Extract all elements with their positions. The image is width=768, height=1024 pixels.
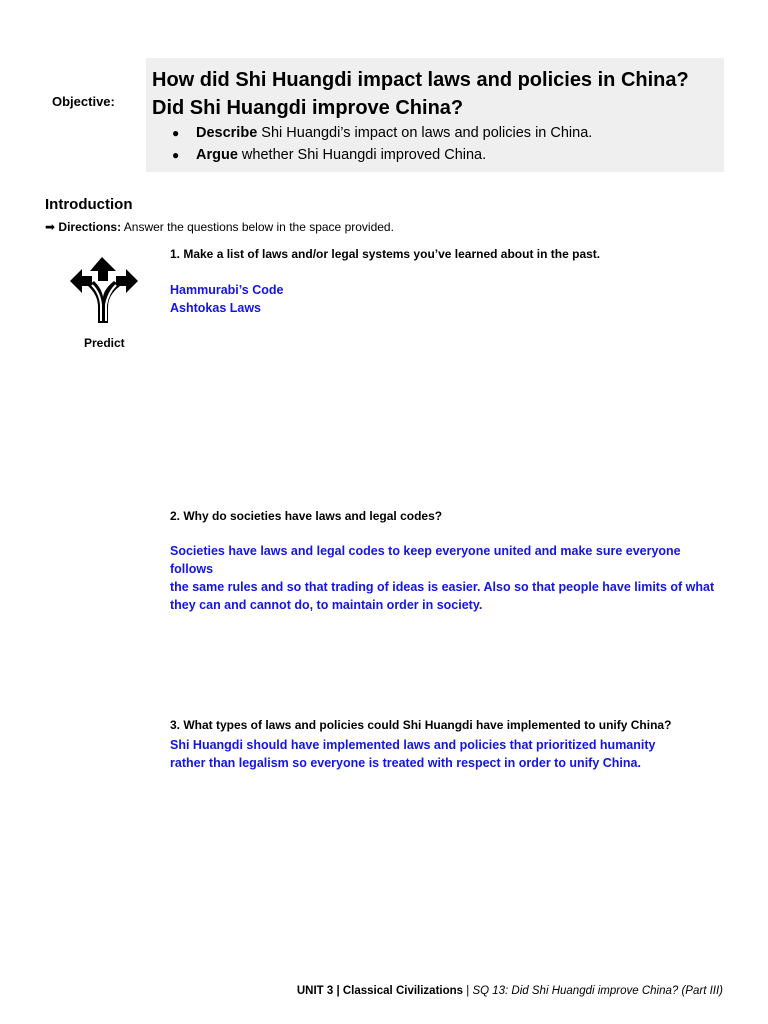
answer-line: Ashtokas Laws (170, 301, 262, 315)
objective-question: How did Shi Huangdi impact laws and policies in China? Did Shi Huangdi improve China? (152, 69, 689, 119)
footer-unit: UNIT 3 (296, 985, 334, 997)
question-1-answer[interactable] (170, 281, 720, 317)
directions-text: Answer the questions below in the space provided. (121, 220, 394, 234)
introduction-heading: Introduction (45, 196, 133, 213)
objective-label: Objective: (52, 94, 115, 109)
question-2-answer[interactable] (170, 542, 720, 614)
arrow-right-icon: ➡ (45, 220, 56, 234)
objective-bullet-describe (172, 122, 592, 144)
crossroads-arrows-icon (68, 255, 140, 325)
question-3-prompt: 3. What types of laws and policies could Shi Huangdi have implemented to unify China? (170, 718, 672, 732)
page-footer (297, 985, 723, 997)
question-1-prompt: 1. Make a list of laws and/or legal systems you’ve learned about in the past. (170, 247, 601, 261)
directions (45, 220, 394, 234)
bullet-icon: ● (172, 126, 180, 140)
predict-label: Predict (84, 336, 125, 350)
objective-box (146, 58, 724, 172)
answer-line: the same rules and so that trading of ideas is easier. Also so that people have limits of what (170, 580, 715, 594)
footer-separator: | (463, 985, 473, 997)
objective-bullet-argue (172, 144, 592, 166)
question-2-prompt: 2. Why do societies have laws and legal codes? (170, 509, 443, 523)
footer-course: Classical Civilizations (342, 985, 464, 997)
bullet-keyword: Describe (196, 125, 258, 141)
footer-separator: | (333, 985, 343, 997)
bullet-icon: ● (172, 148, 180, 162)
answer-line: Shi Huangdi should have implemented laws and policies that prioritized humanity (170, 738, 656, 752)
footer-sq: SQ 13: Did Shi Huangdi improve China? (Part III) (472, 985, 723, 997)
answer-line: Societies have laws and legal codes to keep everyone united and make sure everyone follows (170, 544, 681, 576)
bullet-keyword: Argue (196, 147, 238, 163)
question-3-answer[interactable] (170, 736, 720, 772)
answer-line: rather than legalism so everyone is treated with respect in order to unify China. (170, 756, 641, 770)
objective-list (172, 122, 592, 166)
bullet-text: whether Shi Huangdi improved China. (237, 147, 487, 163)
answer-line: Hammurabi’s Code (170, 283, 284, 297)
answer-line: they can and cannot do, to maintain order in society. (170, 598, 483, 612)
bullet-text: Shi Huangdi’s impact on laws and policies in China. (257, 125, 593, 141)
directions-label: Directions: (58, 220, 122, 234)
